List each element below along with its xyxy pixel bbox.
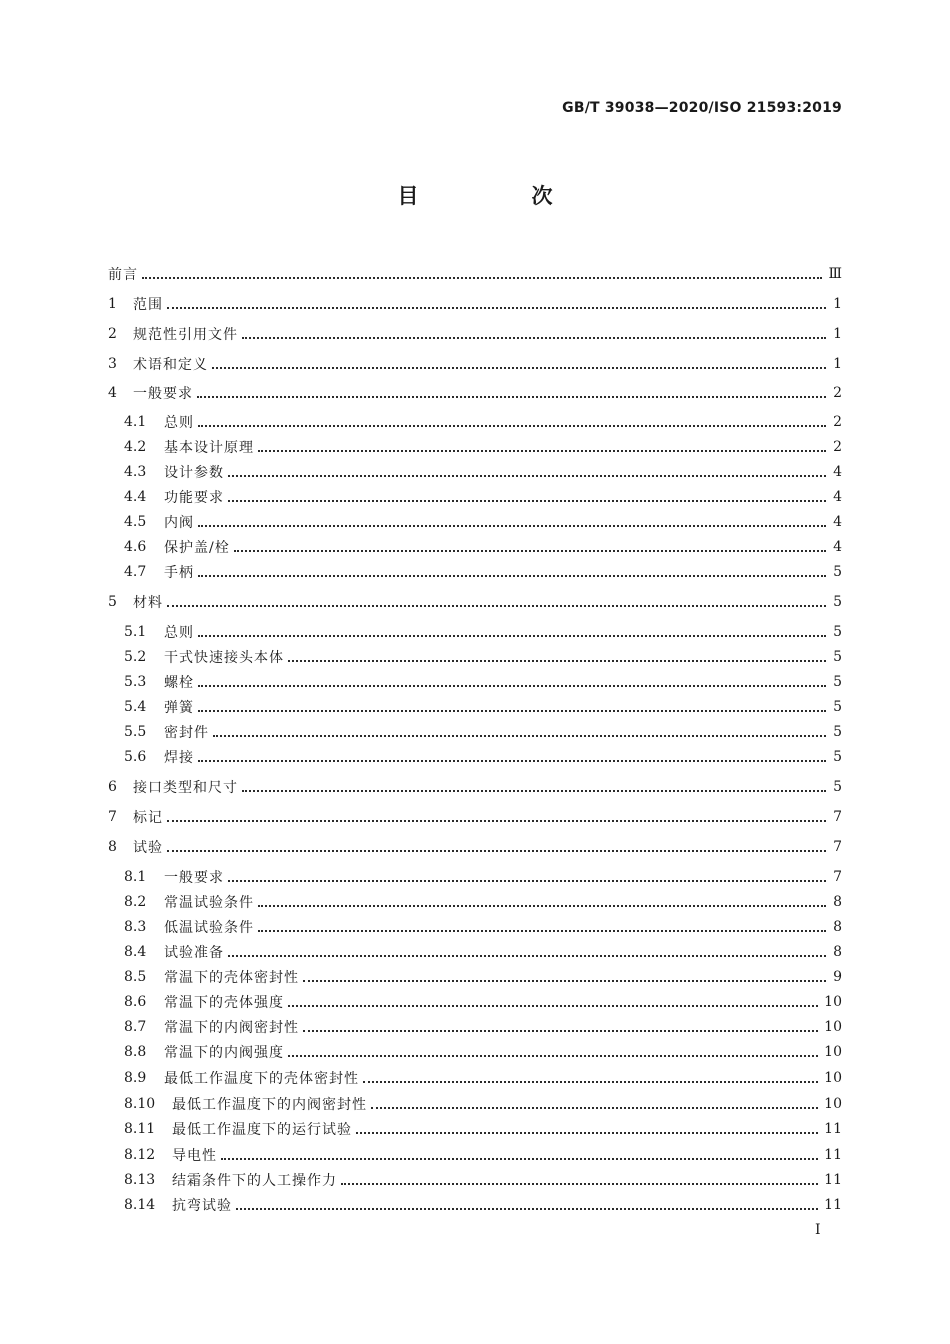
toc-entry-number: 8.3 [124, 919, 147, 935]
toc-entry[interactable] [124, 1015, 842, 1039]
toc-entry-number: 8.2 [124, 894, 147, 910]
dot-leader [288, 1043, 818, 1057]
toc-entry-page: 1 [833, 296, 842, 312]
toc-entry-number: 4.4 [124, 489, 147, 505]
dot-leader [228, 943, 826, 957]
toc-entry[interactable] [108, 292, 842, 316]
toc-entry-number: 5.1 [124, 624, 147, 640]
toc-entry-number: 5.3 [124, 674, 147, 690]
toc-entry[interactable] [124, 720, 842, 744]
dot-leader [228, 868, 826, 882]
toc-entry-label: 总则 [164, 415, 194, 431]
dot-leader [236, 1196, 818, 1210]
toc-entry[interactable] [124, 535, 842, 559]
dot-leader [198, 563, 826, 577]
toc-entry-number: 8.5 [124, 969, 147, 985]
dot-leader [198, 698, 826, 712]
page-folio: I [815, 1222, 821, 1238]
toc-entry-page: 11 [824, 1197, 842, 1213]
toc-entry[interactable] [124, 510, 842, 534]
toc-entry-number: 3 [108, 356, 117, 372]
toc-entry-number: 7 [108, 809, 117, 825]
toc-entry-page: 5 [833, 724, 842, 740]
toc-entry[interactable] [124, 745, 842, 769]
toc-entry[interactable] [108, 590, 842, 614]
toc-entry[interactable] [108, 835, 842, 859]
toc-entry-number: 8.4 [124, 944, 147, 960]
toc-entry-number: 8.7 [124, 1019, 147, 1035]
toc-entry[interactable] [124, 915, 842, 939]
toc-entry[interactable] [124, 560, 842, 584]
toc-entry-page: 10 [824, 1044, 842, 1060]
toc-entry[interactable] [124, 670, 842, 694]
toc-entry[interactable] [108, 805, 842, 829]
toc-entry-number: 8.10 [124, 1096, 156, 1112]
dot-leader [234, 538, 826, 552]
toc-entry-label: 最低工作温度下的内阀密封性 [172, 1097, 367, 1113]
toc-entry-number: 8.9 [124, 1070, 147, 1086]
toc-entry-number: 8.14 [124, 1197, 156, 1213]
dot-leader [288, 993, 818, 1007]
toc-entry-number: 6 [108, 779, 117, 795]
dot-leader [197, 384, 826, 398]
toc-entry-page: 8 [833, 894, 842, 910]
toc-entry-label: 术语和定义 [133, 357, 208, 373]
toc-entry-label: 总则 [164, 625, 194, 641]
toc-entry-number: 4.3 [124, 464, 147, 480]
toc-entry-page: 8 [833, 919, 842, 935]
dot-leader [258, 918, 826, 932]
toc-entry[interactable] [124, 1193, 842, 1217]
dot-leader [242, 325, 826, 339]
dot-leader [198, 513, 826, 527]
toc-entry-page: 10 [824, 1019, 842, 1035]
dot-leader [198, 623, 826, 637]
toc-entry-page: 5 [833, 749, 842, 765]
dot-leader [221, 1146, 818, 1160]
toc-entry-page: 5 [833, 674, 842, 690]
toc-entry-page: 5 [833, 594, 842, 610]
toc-entry-page: 10 [824, 994, 842, 1010]
toc-entry-label: 前言 [108, 267, 138, 283]
toc-entry-number: 5 [108, 594, 117, 610]
toc-entry-label: 范围 [133, 297, 163, 313]
toc-entry-number: 4 [108, 385, 117, 401]
toc-entry-number: 2 [108, 326, 117, 342]
toc-entry-label: 一般要求 [164, 870, 224, 886]
dot-leader [303, 1018, 818, 1032]
toc-entry-page: 10 [824, 1070, 842, 1086]
toc-entry-number: 4.6 [124, 539, 147, 555]
toc-entry-page: 1 [833, 356, 842, 372]
toc-entry[interactable] [124, 410, 842, 434]
toc-entry-label: 螺栓 [164, 675, 194, 691]
toc-entry-number: 4.1 [124, 414, 147, 430]
toc-entry[interactable] [124, 865, 842, 889]
toc-entry-number: 5.2 [124, 649, 147, 665]
toc-entry-page: 11 [824, 1147, 842, 1163]
toc-entry-label: 设计参数 [164, 465, 224, 481]
toc-entry-page: 10 [824, 1096, 842, 1112]
toc-entry-label: 常温下的壳体强度 [164, 995, 284, 1011]
toc-entry-page: 5 [833, 564, 842, 580]
toc-entry-page: 7 [833, 809, 842, 825]
dot-leader [363, 1069, 818, 1083]
toc-entry-page: 4 [833, 464, 842, 480]
toc-entry-number: 5.5 [124, 724, 147, 740]
toc-entry-page: 11 [824, 1121, 842, 1137]
toc-entry-number: 8.12 [124, 1147, 156, 1163]
toc-entry-label: 抗弯试验 [172, 1198, 232, 1214]
toc-entry-label: 导电性 [172, 1148, 217, 1164]
toc-entry-number: 5.6 [124, 749, 147, 765]
dot-leader [167, 808, 826, 822]
dot-leader [258, 438, 826, 452]
toc-entry[interactable] [108, 352, 842, 376]
toc-entry-page: Ⅲ [828, 266, 842, 282]
dot-leader [228, 463, 826, 477]
toc-entry-page: 2 [833, 414, 842, 430]
toc-entry-label: 内阀 [164, 515, 194, 531]
page-title: 目 次 [397, 184, 599, 208]
toc-entry-label: 试验准备 [164, 945, 224, 961]
dot-leader [371, 1095, 818, 1109]
standard-code: GB/T 39038—2020/ISO 21593:2019 [562, 100, 842, 116]
toc-entry[interactable] [108, 381, 842, 405]
toc-entry-number: 8 [108, 839, 117, 855]
toc-entry[interactable] [108, 775, 842, 799]
toc-entry-number: 8.13 [124, 1172, 156, 1188]
toc-entry[interactable] [124, 485, 842, 509]
toc-entry[interactable] [124, 1092, 842, 1116]
toc-entry-page: 1 [833, 326, 842, 342]
dot-leader [142, 265, 822, 279]
toc-entry-label: 焊接 [164, 750, 194, 766]
toc-entry[interactable] [124, 1040, 842, 1064]
toc-entry-number: 8.8 [124, 1044, 147, 1060]
toc-entry-label: 保护盖/栓 [164, 540, 230, 556]
toc-entry-number: 8.1 [124, 869, 147, 885]
toc-entry-number: 8.11 [124, 1121, 156, 1137]
dot-leader [167, 838, 826, 852]
dot-leader [198, 748, 826, 762]
toc-entry-page: 9 [833, 969, 842, 985]
toc-entry-label: 接口类型和尺寸 [133, 780, 238, 796]
toc-entry[interactable] [124, 940, 842, 964]
toc-entry-page: 4 [833, 489, 842, 505]
toc-entry-page: 5 [833, 649, 842, 665]
toc-entry-label: 结霜条件下的人工操作力 [172, 1173, 337, 1189]
toc-entry-label: 最低工作温度下的壳体密封性 [164, 1071, 359, 1087]
toc-entry[interactable] [124, 460, 842, 484]
toc-entry-label: 一般要求 [133, 386, 193, 402]
toc-entry-page: 2 [833, 439, 842, 455]
toc-entry-label: 标记 [133, 810, 163, 826]
dot-leader [341, 1171, 818, 1185]
toc-entry-number: 5.4 [124, 699, 147, 715]
dot-leader [212, 355, 826, 369]
toc-entry-label: 材料 [133, 595, 163, 611]
toc-entry-number: 4.5 [124, 514, 147, 530]
toc-entry-label: 弹簧 [164, 700, 194, 716]
toc-entry-label: 试验 [133, 840, 163, 856]
toc-entry[interactable] [124, 990, 842, 1014]
toc-entry-label: 基本设计原理 [164, 440, 254, 456]
toc-entry-label: 功能要求 [164, 490, 224, 506]
dot-leader [288, 648, 826, 662]
toc-entry-label: 规范性引用文件 [133, 327, 238, 343]
toc-entry[interactable] [124, 695, 842, 719]
toc-entry-label: 干式快速接头本体 [164, 650, 284, 666]
toc-entry[interactable] [124, 435, 842, 459]
toc-entry[interactable] [124, 965, 842, 989]
toc-entry[interactable] [124, 1168, 842, 1192]
toc-entry-page: 2 [833, 385, 842, 401]
toc-entry-page: 5 [833, 779, 842, 795]
dot-leader [242, 778, 826, 792]
toc-entry[interactable] [124, 620, 842, 644]
toc-entry-label: 常温下的壳体密封性 [164, 970, 299, 986]
toc-entry-label: 最低工作温度下的运行试验 [172, 1122, 352, 1138]
toc-entry-page: 8 [833, 944, 842, 960]
toc-entry-label: 常温下的内阀强度 [164, 1045, 284, 1061]
dot-leader [213, 723, 826, 737]
toc-entry-label: 常温下的内阀密封性 [164, 1020, 299, 1036]
toc-entry-page: 11 [824, 1172, 842, 1188]
toc-entry-number: 4.7 [124, 564, 147, 580]
dot-leader [198, 413, 826, 427]
toc-entry-page: 7 [833, 839, 842, 855]
toc-entry-page: 5 [833, 624, 842, 640]
toc-entry[interactable] [124, 645, 842, 669]
toc-entry-page: 5 [833, 699, 842, 715]
toc-entry-label: 手柄 [164, 565, 194, 581]
dot-leader [198, 673, 826, 687]
dot-leader [258, 893, 826, 907]
toc-entry-label: 密封件 [164, 725, 209, 741]
toc-entry[interactable] [124, 1143, 842, 1167]
toc-entry[interactable] [124, 1117, 842, 1141]
toc-entry-number: 4.2 [124, 439, 147, 455]
dot-leader [228, 488, 826, 502]
toc-entry-label: 常温试验条件 [164, 895, 254, 911]
dot-leader [167, 593, 826, 607]
toc-entry[interactable] [124, 890, 842, 914]
toc-entry-number: 1 [108, 296, 117, 312]
toc-entry-number: 8.6 [124, 994, 147, 1010]
toc-entry[interactable] [124, 1066, 842, 1090]
toc-entry-label: 低温试验条件 [164, 920, 254, 936]
toc-entry-page: 4 [833, 514, 842, 530]
toc-entry-page: 7 [833, 869, 842, 885]
dot-leader [356, 1120, 818, 1134]
dot-leader [167, 295, 826, 309]
toc-entry[interactable] [108, 322, 842, 346]
toc-entry-page: 4 [833, 539, 842, 555]
dot-leader [303, 968, 826, 982]
toc-entry[interactable] [108, 262, 842, 286]
